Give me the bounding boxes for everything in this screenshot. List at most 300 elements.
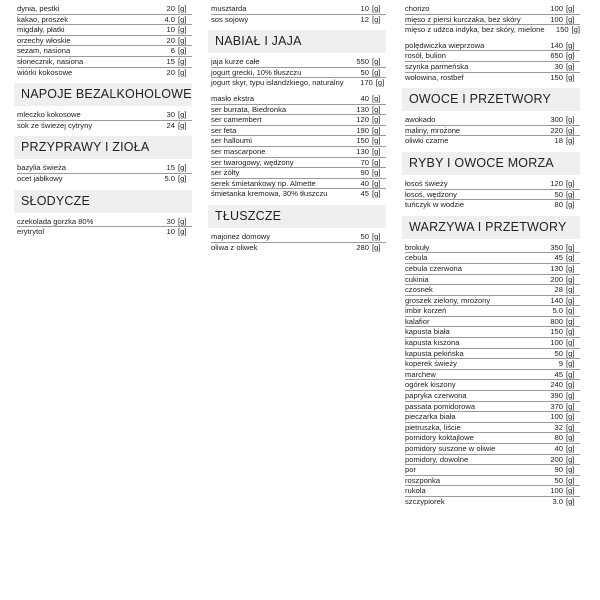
item-amount: 370 xyxy=(550,401,563,411)
item-name: czosnek xyxy=(405,285,433,295)
list-item xyxy=(405,370,580,381)
item-name: orzechy włoskie xyxy=(17,35,71,45)
item-unit: [g] xyxy=(566,189,575,199)
item-amount: 550 xyxy=(356,57,369,67)
section-tluszcze xyxy=(208,205,386,253)
item-amount: 120 xyxy=(356,115,369,125)
section-header: TŁUSZCZE xyxy=(208,205,386,228)
list-item xyxy=(405,433,580,444)
item-unit: [g] xyxy=(372,93,381,103)
item-unit: [g] xyxy=(566,486,575,496)
item-unit: [g] xyxy=(566,348,575,358)
item-name: rosół, bulion xyxy=(405,51,446,61)
list-item xyxy=(405,275,580,286)
item-name: pietruszka, liście xyxy=(405,422,461,432)
section-header: PRZYPRAWY I ZIOŁA xyxy=(14,136,192,159)
item-amount: 45 xyxy=(360,189,369,199)
item-amount: 6 xyxy=(170,46,175,56)
item-name: brokuły xyxy=(405,242,430,252)
item-name: serek śmietankowy np. Almette xyxy=(211,178,316,188)
list-item xyxy=(211,168,386,179)
list-item xyxy=(405,423,580,434)
item-unit: [g] xyxy=(566,178,575,188)
item-amount: 50 xyxy=(554,348,563,358)
list-item xyxy=(405,412,580,423)
item-name: erytrytol xyxy=(17,227,45,237)
item-name: papryka czerwona xyxy=(405,391,467,401)
item-amount: 10 xyxy=(360,4,369,13)
item-amount: 90 xyxy=(554,465,563,475)
item-name: dynia, pestki xyxy=(17,4,60,13)
item-unit: [g] xyxy=(372,189,381,199)
item-unit: [g] xyxy=(566,253,575,263)
item-group xyxy=(14,4,192,78)
item-amount: 3.0 xyxy=(552,496,563,506)
list-item xyxy=(211,105,386,116)
list-item xyxy=(211,158,386,169)
item-name: jogurt skyr, typu islandzkiego, naturalny xyxy=(211,78,344,88)
item-name: czekolada gorzka 80% xyxy=(17,216,94,226)
item-amount: 28 xyxy=(554,285,563,295)
list-item xyxy=(17,25,192,36)
list-item xyxy=(405,62,580,73)
item-unit: [g] xyxy=(375,78,385,88)
item-amount: 800 xyxy=(550,316,563,326)
item-amount: 32 xyxy=(554,422,563,432)
item-group xyxy=(402,41,580,83)
item-name: kapusta kiszona xyxy=(405,338,460,348)
item-name: łosoś, wędzony xyxy=(405,189,457,199)
item-name: mięso z udźca indyka, bez skóry, mielone xyxy=(405,25,545,35)
section-napoje-bezalkoholowe xyxy=(14,83,192,131)
item-amount: 350 xyxy=(550,242,563,252)
item-unit: [g] xyxy=(566,475,575,485)
item-unit: [g] xyxy=(566,242,575,252)
section-header: OWOCE I PRZETWORY xyxy=(402,88,580,111)
item-amount: 150 xyxy=(555,25,569,35)
list-item xyxy=(17,217,192,228)
list-item xyxy=(211,136,386,147)
list-item xyxy=(17,15,192,26)
item-unit: [g] xyxy=(178,216,187,226)
item-unit: [g] xyxy=(566,61,575,71)
section-continued xyxy=(208,0,386,25)
item-unit: [g] xyxy=(372,178,381,188)
item-unit: [g] xyxy=(178,67,187,77)
item-unit: [g] xyxy=(178,14,187,24)
item-name: imbir korzeń xyxy=(405,306,447,316)
section-ryby-i-owoce-morza xyxy=(402,152,580,211)
list-item xyxy=(405,465,580,476)
item-group xyxy=(208,94,386,200)
item-name: oliwa z oliwek xyxy=(211,242,258,252)
item-unit: [g] xyxy=(566,444,575,453)
item-name: awokado xyxy=(405,115,436,125)
item-amount: 45 xyxy=(554,253,563,263)
item-amount: 50 xyxy=(360,231,369,241)
item-unit: [g] xyxy=(566,72,575,82)
item-amount: 240 xyxy=(550,380,563,390)
item-group xyxy=(14,163,192,184)
item-group xyxy=(14,110,192,131)
item-amount: 45 xyxy=(554,369,563,379)
item-unit: [g] xyxy=(566,51,575,61)
item-amount: 170 xyxy=(360,78,373,88)
item-name: pomidory, dowolne xyxy=(405,454,469,464)
item-group xyxy=(208,232,386,253)
column-1 xyxy=(14,0,192,243)
item-amount: 40 xyxy=(360,178,369,188)
item-unit: [g] xyxy=(372,168,381,178)
item-amount: 12 xyxy=(360,14,369,24)
item-unit: [g] xyxy=(571,25,580,35)
item-name: maliny, mrożone xyxy=(405,125,461,135)
item-amount: 140 xyxy=(550,295,563,305)
item-group xyxy=(402,115,580,147)
item-amount: 90 xyxy=(360,168,369,178)
item-name: śmietanka kremowa, 30% tłuszczu xyxy=(211,189,328,199)
item-unit: [g] xyxy=(372,67,381,77)
item-amount: 140 xyxy=(550,40,563,50)
item-name: jaja kurze całe xyxy=(211,57,260,67)
column-3 xyxy=(402,0,580,513)
item-unit: [g] xyxy=(178,173,187,183)
item-amount: 100 xyxy=(550,338,563,348)
item-unit: [g] xyxy=(372,14,381,24)
list-item xyxy=(17,68,192,79)
item-name: ogórek kiszony xyxy=(405,380,456,390)
item-amount: 50 xyxy=(360,67,369,77)
list-item xyxy=(405,497,580,508)
item-unit: [g] xyxy=(566,285,575,295)
section-header: SŁODYCZE xyxy=(14,190,192,213)
list-item xyxy=(405,338,580,349)
list-item xyxy=(405,179,580,190)
list-item xyxy=(211,126,386,137)
list-item xyxy=(17,36,192,47)
item-unit: [g] xyxy=(566,465,575,475)
item-name: kakao, proszek xyxy=(17,14,69,24)
item-name: pomidory suszone w oliwie xyxy=(405,444,496,453)
item-amount: 150 xyxy=(550,327,563,337)
item-amount: 100 xyxy=(550,14,563,24)
item-group xyxy=(402,243,580,508)
section-przyprawy-i-ziola xyxy=(14,136,192,184)
item-unit: [g] xyxy=(566,136,575,146)
item-name: ocet jabłkowy xyxy=(17,173,63,183)
item-unit: [g] xyxy=(178,46,187,56)
item-amount: 10 xyxy=(166,25,175,35)
list-item xyxy=(405,317,580,328)
item-unit: [g] xyxy=(566,115,575,125)
item-name: ser halloumi xyxy=(211,136,252,146)
section-continued xyxy=(402,0,580,83)
item-amount: 15 xyxy=(166,56,175,66)
list-item xyxy=(17,4,192,15)
item-unit: [g] xyxy=(566,40,575,50)
list-item xyxy=(211,15,386,26)
item-name: polędwiczka wieprzowa xyxy=(405,40,485,50)
list-item xyxy=(211,179,386,190)
item-unit: [g] xyxy=(566,391,575,401)
item-name: passata pomidorowa xyxy=(405,401,476,411)
item-name: pieczarka biała xyxy=(405,412,456,422)
item-name: łosoś świeży xyxy=(405,178,448,188)
item-amount: 5.0 xyxy=(164,173,175,183)
list-item xyxy=(17,57,192,68)
item-amount: 40 xyxy=(554,444,563,453)
list-item xyxy=(211,232,386,243)
list-item xyxy=(405,359,580,370)
list-item xyxy=(211,94,386,105)
list-item xyxy=(405,285,580,296)
item-unit: [g] xyxy=(178,56,187,66)
list-item xyxy=(17,163,192,174)
list-item xyxy=(405,136,580,147)
item-name: mleczko kokosowe xyxy=(17,110,81,120)
item-unit: [g] xyxy=(372,136,381,146)
item-amount: 130 xyxy=(550,263,563,273)
item-unit: [g] xyxy=(566,433,575,443)
item-unit: [g] xyxy=(178,227,187,237)
item-unit: [g] xyxy=(372,231,381,241)
item-group xyxy=(208,57,386,89)
item-amount: 4.0 xyxy=(164,14,175,24)
list-item xyxy=(405,327,580,338)
item-name: roszponka xyxy=(405,475,441,485)
item-amount: 30 xyxy=(166,216,175,226)
item-amount: 100 xyxy=(550,486,563,496)
item-name: majonez domowy xyxy=(211,231,271,241)
item-amount: 50 xyxy=(554,189,563,199)
item-name: chorizo xyxy=(405,4,430,13)
list-item xyxy=(17,174,192,185)
list-item xyxy=(405,349,580,360)
item-name: ser żółty xyxy=(211,168,240,178)
list-item xyxy=(405,264,580,275)
list-item xyxy=(405,306,580,317)
item-unit: [g] xyxy=(566,369,575,379)
item-name: ser twarogowy, wędzony xyxy=(211,157,294,167)
list-item xyxy=(405,190,580,201)
item-unit: [g] xyxy=(566,359,575,369)
item-amount: 150 xyxy=(550,72,563,82)
list-item xyxy=(405,200,580,211)
list-item xyxy=(17,121,192,132)
item-amount: 24 xyxy=(166,120,175,130)
section-header: WARZYWA I PRZETWORY xyxy=(402,216,580,239)
item-amount: 18 xyxy=(554,136,563,146)
item-name: musztarda xyxy=(211,4,247,13)
item-name: tuńczyk w wodzie xyxy=(405,200,465,210)
item-name: oliwki czarne xyxy=(405,136,449,146)
list-item xyxy=(405,444,580,455)
list-item xyxy=(405,486,580,497)
item-amount: 150 xyxy=(356,136,369,146)
list-item xyxy=(211,68,386,79)
item-unit: [g] xyxy=(372,4,381,13)
item-unit: [g] xyxy=(372,146,381,156)
item-amount: 80 xyxy=(554,200,563,210)
item-unit: [g] xyxy=(566,454,575,464)
item-amount: 50 xyxy=(554,475,563,485)
item-unit: [g] xyxy=(566,274,575,284)
item-amount: 20 xyxy=(166,67,175,77)
item-amount: 200 xyxy=(550,274,563,284)
item-amount: 280 xyxy=(356,242,369,252)
list-item xyxy=(211,4,386,15)
item-amount: 220 xyxy=(550,125,563,135)
item-unit: [g] xyxy=(566,338,575,348)
item-amount: 20 xyxy=(166,4,175,13)
item-amount: 9 xyxy=(558,359,563,369)
item-unit: [g] xyxy=(178,110,187,120)
item-unit: [g] xyxy=(566,422,575,432)
item-unit: [g] xyxy=(178,25,187,35)
item-unit: [g] xyxy=(178,35,187,45)
section-header: RYBY I OWOCE MORZA xyxy=(402,152,580,175)
section-nabial-i-jaja xyxy=(208,30,386,200)
item-name: groszek zielony, mrożony xyxy=(405,295,491,305)
item-amount: 70 xyxy=(360,157,369,167)
item-unit: [g] xyxy=(566,200,575,210)
list-item xyxy=(405,296,580,307)
item-name: kapusta pekińska xyxy=(405,348,464,358)
item-amount: 120 xyxy=(550,178,563,188)
item-unit: [g] xyxy=(566,380,575,390)
item-name: sos sojowy xyxy=(211,14,249,24)
list-item xyxy=(405,253,580,264)
list-item xyxy=(405,41,580,52)
list-item xyxy=(405,15,580,26)
list-item xyxy=(405,243,580,254)
item-amount: 130 xyxy=(356,146,369,156)
item-name: ser mascarpone xyxy=(211,146,266,156)
item-unit: [g] xyxy=(178,120,187,130)
item-amount: 190 xyxy=(356,125,369,135)
item-name: migdały, płatki xyxy=(17,25,65,35)
item-unit: [g] xyxy=(566,14,575,24)
item-name: kapusta biała xyxy=(405,327,450,337)
item-amount: 200 xyxy=(550,454,563,464)
item-unit: [g] xyxy=(372,157,381,167)
item-amount: 80 xyxy=(554,433,563,443)
item-unit: [g] xyxy=(566,401,575,411)
list-item xyxy=(211,57,386,68)
item-unit: [g] xyxy=(372,125,381,135)
item-name: cukinia xyxy=(405,274,429,284)
list-item xyxy=(17,227,192,238)
item-name: sok ze świeżej cytryny xyxy=(17,120,93,130)
item-name: masło ekstra xyxy=(211,93,255,103)
item-name: cebula xyxy=(405,253,428,263)
item-name: kalafior xyxy=(405,316,430,326)
item-amount: 30 xyxy=(166,110,175,120)
list-item xyxy=(17,110,192,121)
column-2 xyxy=(208,0,386,258)
list-item xyxy=(405,51,580,62)
item-unit: [g] xyxy=(566,412,575,422)
item-name: szynka parmeńska xyxy=(405,61,469,71)
section-continued xyxy=(14,0,192,78)
item-amount: 30 xyxy=(554,61,563,71)
item-name: mięso z piersi kurczaka, bez skóry xyxy=(405,14,521,24)
list-item xyxy=(405,73,580,84)
item-name: ser camembert xyxy=(211,115,262,125)
section-header: NABIAŁ I JAJA xyxy=(208,30,386,53)
item-unit: [g] xyxy=(566,306,575,316)
item-unit: [g] xyxy=(566,496,575,506)
item-name: ser feta xyxy=(211,125,237,135)
item-amount: 650 xyxy=(550,51,563,61)
item-amount: 40 xyxy=(360,93,369,103)
item-unit: [g] xyxy=(566,295,575,305)
item-amount: 5.0 xyxy=(552,306,563,316)
item-name: wołowina, rostbef xyxy=(405,72,464,82)
list-item xyxy=(405,4,580,15)
item-group xyxy=(208,4,386,25)
list-item xyxy=(405,391,580,402)
item-amount: 130 xyxy=(356,104,369,114)
list-item xyxy=(405,115,580,126)
item-group xyxy=(14,217,192,238)
list-item xyxy=(211,147,386,158)
item-group xyxy=(402,179,580,211)
list-item xyxy=(405,402,580,413)
item-amount: 100 xyxy=(550,412,563,422)
item-name: sezam, nasiona xyxy=(17,46,71,56)
item-name: koperek świeży xyxy=(405,359,457,369)
item-unit: [g] xyxy=(372,242,381,252)
item-name: szczypiorek xyxy=(405,496,445,506)
item-name: jogurt grecki, 10% tłuszczu xyxy=(211,67,302,77)
item-unit: [g] xyxy=(566,4,575,13)
item-name: rukola xyxy=(405,486,426,496)
item-name: słonecznik, nasiona xyxy=(17,56,84,66)
item-name: por xyxy=(405,465,416,475)
item-unit: [g] xyxy=(372,115,381,125)
item-amount: 15 xyxy=(166,163,175,173)
item-amount: 300 xyxy=(550,115,563,125)
item-name: ser burrata, Biedronka xyxy=(211,104,287,114)
item-name: pomidory koktajlowe xyxy=(405,433,474,443)
list-item xyxy=(211,78,386,89)
section-owoce-i-przetwory xyxy=(402,88,580,147)
list-item xyxy=(405,25,580,36)
item-group xyxy=(402,4,580,36)
item-unit: [g] xyxy=(566,263,575,273)
item-unit: [g] xyxy=(566,327,575,337)
list-item xyxy=(405,380,580,391)
item-unit: [g] xyxy=(178,163,187,173)
section-slodycze xyxy=(14,190,192,238)
list-item xyxy=(405,476,580,487)
item-unit: [g] xyxy=(372,57,381,67)
item-amount: 20 xyxy=(166,35,175,45)
item-amount: 100 xyxy=(550,4,563,13)
item-name: bazylia świeża xyxy=(17,163,66,173)
item-amount: 10 xyxy=(166,227,175,237)
list-item xyxy=(405,455,580,466)
item-name: marchew xyxy=(405,369,436,379)
list-item xyxy=(211,243,386,254)
item-amount: 390 xyxy=(550,391,563,401)
list-item xyxy=(211,189,386,200)
list-item xyxy=(17,46,192,57)
item-name: cebula czerwona xyxy=(405,263,462,273)
item-unit: [g] xyxy=(372,104,381,114)
item-unit: [g] xyxy=(178,4,187,13)
